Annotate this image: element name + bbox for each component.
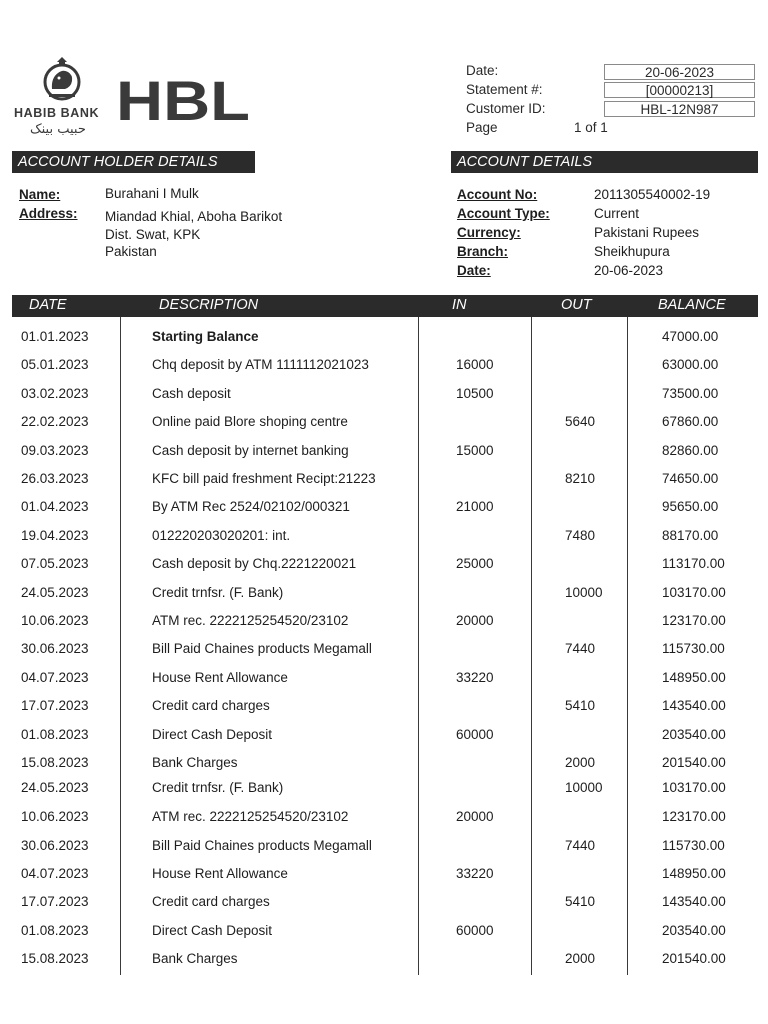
name-label: Name: <box>19 187 61 202</box>
cell-description: By ATM Rec 2524/02102/000321 <box>152 499 350 515</box>
page-label: Page <box>466 120 498 135</box>
cell-description: Starting Balance <box>152 329 259 344</box>
header-in: IN <box>452 297 467 313</box>
customer-id-label: Customer ID: <box>466 101 546 116</box>
svg-text:HBL: HBL <box>116 74 250 124</box>
cell-in: 16000 <box>456 357 494 373</box>
cell-date: 04.07.2023 <box>21 866 89 881</box>
cell-balance: 143540.00 <box>662 698 726 714</box>
cell-balance: 115730.00 <box>662 641 725 657</box>
cell-in: 20000 <box>456 809 494 824</box>
header-balance: BALANCE <box>658 297 726 313</box>
cell-out: 10000 <box>565 780 603 795</box>
account-no-label: Account No: <box>457 187 538 202</box>
header-out: OUT <box>561 297 592 313</box>
cell-date: 01.08.2023 <box>21 726 89 742</box>
cell-balance: 67860.00 <box>662 414 719 430</box>
cell-description: Bill Paid Chaines products Megamall <box>152 838 372 853</box>
cell-description: Online paid Blore shoping centre <box>152 414 348 430</box>
cell-description: ATM rec. 2222125254520/23102 <box>152 613 349 628</box>
cell-out: 2000 <box>565 755 596 770</box>
cell-balance: 148950.00 <box>662 669 726 685</box>
cell-date: 22.02.2023 <box>21 414 89 430</box>
cell-date: 05.01.2023 <box>21 357 89 373</box>
cell-out: 2000 <box>565 951 596 966</box>
account-type-label: Account Type: <box>457 206 550 221</box>
cell-in: 33220 <box>456 866 494 881</box>
cell-description: House Rent Allowance <box>152 866 288 881</box>
cell-date: 24.05.2023 <box>21 780 89 795</box>
cell-description: Direct Cash Deposit <box>152 726 273 742</box>
branch-label: Branch: <box>457 244 509 259</box>
currency-label: Currency: <box>457 225 521 240</box>
account-type-value: Current <box>594 206 640 221</box>
cell-balance: 115730.00 <box>662 838 725 853</box>
cell-out: 5410 <box>565 894 596 909</box>
account-date-label: Date: <box>457 263 491 278</box>
cell-balance: 123170.00 <box>662 613 726 628</box>
account-details-title: ACCOUNT DETAILS <box>451 151 758 173</box>
cell-balance: 103170.00 <box>662 584 726 600</box>
cell-date: 17.07.2023 <box>21 894 89 909</box>
statement-date-value: 20-06-2023 <box>604 64 755 80</box>
cell-in: 33220 <box>456 669 494 685</box>
account-date-value: 20-06-2023 <box>594 263 664 278</box>
cell-date: 10.06.2023 <box>21 613 89 628</box>
cell-description: Chq deposit by ATM 1111112021023 <box>152 357 369 373</box>
cell-balance: 123170.00 <box>662 809 726 824</box>
address-line-2: Dist. Swat, KPK <box>105 227 201 242</box>
cell-balance: 201540.00 <box>662 951 726 966</box>
habib-bank-seal-icon <box>37 56 87 102</box>
currency-value: Pakistani Rupees <box>594 225 700 240</box>
cell-out: 7440 <box>565 641 596 657</box>
address-line-3: Pakistan <box>105 244 157 259</box>
cell-in: 15000 <box>456 442 494 458</box>
branch-value: Sheikhupura <box>594 244 670 259</box>
cell-description: Direct Cash Deposit <box>152 923 273 938</box>
cell-in: 10500 <box>456 385 494 401</box>
cell-date: 15.08.2023 <box>21 755 89 770</box>
cell-balance: 201540.00 <box>662 755 726 770</box>
cell-description: Credit trnfsr. (F. Bank) <box>152 584 284 600</box>
holder-name: Burahani I Mulk <box>105 186 199 201</box>
cell-date: 19.04.2023 <box>21 527 89 543</box>
cell-date: 01.08.2023 <box>21 923 89 938</box>
cell-balance: 103170.00 <box>662 780 726 795</box>
header-date: DATE <box>29 297 67 313</box>
cell-date: 07.05.2023 <box>21 556 89 572</box>
address-line-1: Miandad Khial, Aboha Barikot <box>105 209 283 224</box>
cell-balance: 143540.00 <box>662 894 726 909</box>
cell-balance: 88170.00 <box>662 527 719 543</box>
cell-balance: 63000.00 <box>662 357 719 373</box>
cell-balance: 73500.00 <box>662 385 719 401</box>
column-divider <box>627 317 628 975</box>
cell-out: 5640 <box>565 414 596 430</box>
cell-in: 21000 <box>456 499 494 515</box>
account-holder-details-title: ACCOUNT HOLDER DETAILS <box>12 151 255 173</box>
cell-description: Credit trnfsr. (F. Bank) <box>152 780 284 795</box>
cell-description: ATM rec. 2222125254520/23102 <box>152 809 349 824</box>
cell-balance: 203540.00 <box>662 923 726 938</box>
hbl-logo <box>116 74 252 124</box>
cell-balance: 113170.00 <box>662 556 725 572</box>
column-divider <box>418 317 419 975</box>
cell-date: 30.06.2023 <box>21 641 89 657</box>
cell-description: Bill Paid Chaines products Megamall <box>152 641 372 657</box>
cell-in: 20000 <box>456 613 494 628</box>
column-divider <box>531 317 532 975</box>
cell-date: 15.08.2023 <box>21 951 89 966</box>
account-no-value: 2011305540002-19 <box>594 187 711 202</box>
cell-balance: 74650.00 <box>662 471 719 486</box>
cell-date: 01.01.2023 <box>21 329 89 344</box>
cell-out: 5410 <box>565 698 596 714</box>
cell-description: Cash deposit by internet banking <box>152 442 349 458</box>
cell-description: 012220203020201: int. <box>152 527 291 543</box>
cell-date: 30.06.2023 <box>21 838 89 853</box>
cell-date: 03.02.2023 <box>21 385 89 401</box>
address-label: Address: <box>19 206 78 221</box>
transactions-table-header <box>12 295 758 317</box>
cell-description: Credit card charges <box>152 698 270 714</box>
cell-date: 17.07.2023 <box>21 698 89 714</box>
statement-no-label: Statement #: <box>466 82 543 97</box>
cell-description: Cash deposit <box>152 385 231 401</box>
cell-out: 7480 <box>565 527 596 543</box>
cell-description: Credit card charges <box>152 894 270 909</box>
cell-in: 60000 <box>456 726 494 742</box>
cell-balance: 47000.00 <box>662 329 719 344</box>
cell-out: 7440 <box>565 838 596 853</box>
page-value: 1 of 1 <box>574 120 608 135</box>
cell-date: 24.05.2023 <box>21 584 89 600</box>
cell-description: Cash deposit by Chq.2221220021 <box>152 556 357 572</box>
cell-date: 26.03.2023 <box>21 471 89 486</box>
bank-name-urdu: حبیب بینک <box>30 122 86 137</box>
customer-id-value: HBL-12N987 <box>604 101 755 117</box>
cell-description: Bank Charges <box>152 951 238 966</box>
cell-date: 09.03.2023 <box>21 442 89 458</box>
statement-no-value: [00000213] <box>604 82 755 98</box>
cell-date: 10.06.2023 <box>21 809 89 824</box>
cell-date: 04.07.2023 <box>21 669 89 685</box>
cell-balance: 95650.00 <box>662 499 719 515</box>
cell-in: 25000 <box>456 556 494 572</box>
bank-name-en: HABIB BANK <box>14 106 100 120</box>
cell-balance: 148950.00 <box>662 866 726 881</box>
cell-out: 10000 <box>565 584 603 600</box>
column-divider <box>120 317 121 975</box>
cell-description: House Rent Allowance <box>152 669 288 685</box>
cell-in: 60000 <box>456 923 494 938</box>
header-description: DESCRIPTION <box>159 297 259 313</box>
cell-balance: 203540.00 <box>662 726 726 742</box>
cell-date: 01.04.2023 <box>21 499 89 515</box>
cell-out: 8210 <box>565 471 596 486</box>
statement-date-label: Date: <box>466 63 499 78</box>
cell-description: KFC bill paid freshment Recipt:21223 <box>152 471 376 486</box>
cell-description: Bank Charges <box>152 755 238 770</box>
cell-balance: 82860.00 <box>662 442 719 458</box>
